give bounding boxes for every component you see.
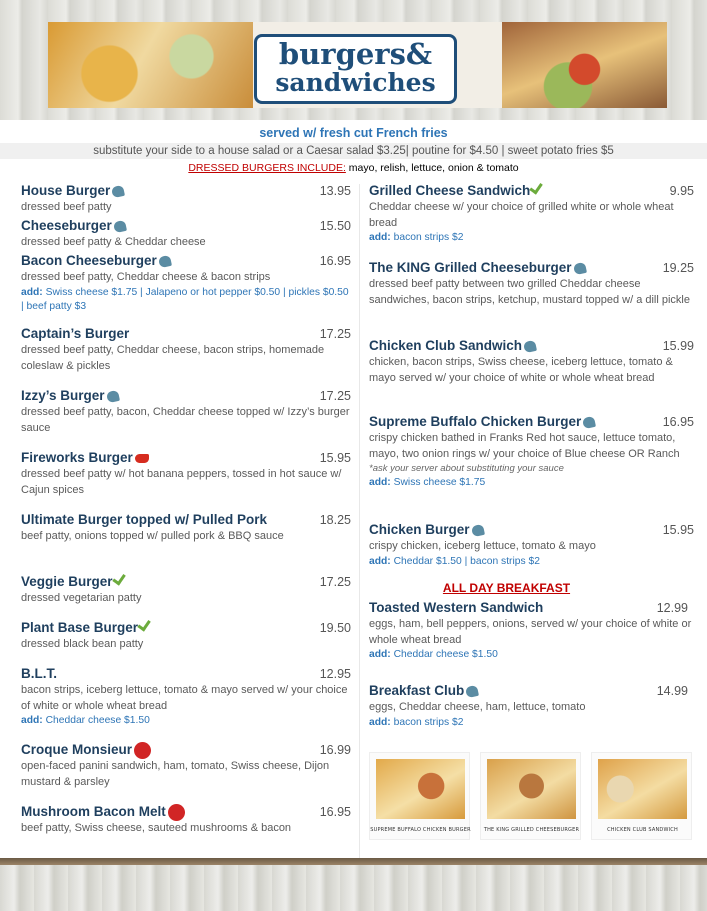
- item-price: 12.99: [656, 601, 688, 615]
- menu-item: [21, 619, 351, 665]
- leaf-icon: [112, 572, 125, 586]
- item-addons: add: Cheddar cheese $1.50: [21, 715, 150, 726]
- item-name: Croque Monsieur: [21, 741, 351, 759]
- item-name: Supreme Buffalo Chicken Burger: [369, 413, 694, 431]
- menu-item: [21, 449, 351, 511]
- grilled-cheeseburger-photo: [502, 22, 667, 108]
- all-day-breakfast-heading: ALL DAY BREAKFAST: [442, 581, 571, 595]
- leaf-icon: [137, 618, 150, 632]
- menu-item: [369, 521, 694, 581]
- menu-item: [21, 217, 351, 252]
- menu-item: [21, 573, 351, 619]
- photo-chicken-club-sandwich: [591, 752, 692, 840]
- item-description: eggs, ham, bell peppers, onions, served w/ your choice of white or whole wheat bread: [369, 618, 692, 646]
- item-description: dressed beef patty: [21, 201, 112, 213]
- item-price: 16.95: [319, 805, 351, 819]
- right-menu-column: [369, 182, 694, 732]
- item-name: Izzy’s Burger: [21, 387, 351, 405]
- item-price: 17.25: [319, 389, 351, 403]
- item-price: 13.95: [319, 184, 351, 198]
- heart-icon: [465, 685, 479, 698]
- item-name: Chicken Club Sandwich: [369, 337, 694, 355]
- food-image: [598, 759, 687, 819]
- item-price: 16.95: [662, 415, 694, 429]
- left-menu-column: [21, 182, 351, 838]
- item-price: 15.99: [662, 339, 694, 353]
- item-addons: add: Cheddar cheese $1.50: [369, 649, 498, 660]
- heart-icon: [111, 185, 125, 198]
- menu-item: [369, 413, 694, 521]
- item-addons: add: Swiss cheese $1.75: [369, 477, 486, 488]
- item-description: open-faced panini sandwich, ham, tomato, Swiss cheese, Dijon mustard & parsley: [21, 760, 330, 788]
- item-description: dressed vegetarian patty: [21, 592, 142, 604]
- heart-icon: [113, 220, 127, 233]
- photo-supreme-buffalo-chicken-burger: [369, 752, 470, 840]
- photo-caption: THE KING GRILLED CHEESEBURGER: [483, 827, 580, 833]
- item-description: dressed beef patty between two grilled Cheddar cheese sandwiches, bacon strips, ketchup, mustard topped w/ a dill pickle: [369, 278, 690, 306]
- item-description: dressed black bean patty: [21, 638, 144, 650]
- item-description: dressed beef patty, Cheddar cheese & bacon strips: [21, 271, 271, 283]
- item-name: Captain’s Burger: [21, 326, 130, 341]
- item-description: eggs, Cheddar cheese, ham, lettuce, tomato: [369, 701, 586, 713]
- item-description: Cheddar cheese w/ your choice of grilled white or whole wheat bread: [369, 201, 674, 229]
- menu-item: [21, 325, 351, 387]
- heart-icon: [573, 262, 587, 275]
- menu-item: [21, 665, 351, 741]
- item-name: Bacon Cheeseburger: [21, 252, 351, 270]
- item-price: 19.25: [662, 261, 694, 275]
- logo-line-1: burgers&: [278, 37, 433, 71]
- item-addons: add: bacon strips $2: [369, 232, 464, 243]
- wood-footer-background: [0, 858, 707, 911]
- menu-section-logo: [254, 34, 457, 104]
- item-price: 18.25: [319, 513, 351, 527]
- item-name: Veggie Burger: [21, 573, 351, 591]
- item-name: Mushroom Bacon Melt: [21, 803, 351, 821]
- item-addons: add: bacon strips $2: [369, 716, 464, 728]
- menu-item: [21, 741, 351, 803]
- item-description: chicken, bacon strips, Swiss cheese, iceberg lettuce, tomato & mayo served w/ your choice of white or whole wheat bread: [369, 356, 673, 384]
- item-addons: add: Cheddar $1.50 | bacon strips $2: [369, 555, 540, 567]
- photo-caption: SUPREME BUFFALO CHICKEN BURGER: [370, 827, 471, 833]
- pepper-icon: [135, 454, 149, 463]
- item-price: 16.99: [319, 743, 351, 757]
- menu-item: [369, 182, 694, 259]
- menu-item: [21, 252, 351, 325]
- item-price: 15.95: [319, 451, 351, 465]
- item-price: 12.95: [319, 667, 351, 681]
- column-divider: [359, 184, 360, 860]
- item-name: Grilled Cheese Sandwich: [369, 182, 694, 200]
- dressed-burgers-line: [0, 162, 707, 174]
- item-name: B.L.T.: [21, 666, 57, 681]
- item-name: Plant Base Burger: [21, 619, 351, 637]
- photo-caption: CHICKEN CLUB SANDWICH: [607, 827, 678, 833]
- item-description: dressed beef patty & Cheddar cheese: [21, 236, 206, 248]
- header-banner: [48, 22, 667, 108]
- item-price: 16.95: [319, 254, 351, 268]
- heart-icon: [158, 255, 172, 268]
- menu-item: [369, 259, 694, 337]
- item-price: 17.25: [319, 327, 351, 341]
- heart-icon: [106, 390, 120, 403]
- item-name: Chicken Burger: [369, 521, 694, 539]
- item-description: beef patty, Swiss cheese, sauteed mushrooms & bacon: [21, 822, 292, 834]
- item-description: crispy chicken bathed in Franks Red hot sauce, lettuce tomato, mayo, two onion rings w/ your choice of Blue cheese OR Ranch: [369, 432, 680, 460]
- item-description: bacon strips, iceberg lettuce, tomato & mayo served w/ your choice of white or whole wheat bread: [21, 684, 348, 712]
- item-price: 9.95: [669, 184, 694, 198]
- item-price: 17.25: [319, 575, 351, 589]
- item-name: Ultimate Burger topped w/ Pulled Pork: [21, 512, 268, 527]
- heart-icon: [523, 340, 537, 353]
- food-image: [487, 759, 576, 819]
- item-price: 14.99: [656, 684, 688, 698]
- item-addons: add: Swiss cheese $1.75 | Jalapeno or hot pepper $0.50 | pickles $0.50 | beef patty $3: [21, 286, 349, 312]
- dressed-burgers-label: DRESSED BURGERS INCLUDE:: [188, 162, 346, 174]
- item-name: Toasted Western Sandwich: [369, 600, 544, 615]
- item-name: Breakfast Club: [369, 682, 694, 700]
- heart-icon: [582, 416, 596, 429]
- item-price: 15.50: [319, 219, 351, 233]
- item-name: The KING Grilled Cheeseburger: [369, 259, 694, 277]
- item-name: Fireworks Burger: [21, 449, 351, 467]
- heart-icon: [471, 524, 485, 537]
- menu-item: [21, 182, 351, 217]
- new-badge-icon: [134, 742, 151, 759]
- item-description: dressed beef patty, Cheddar cheese, bacon strips, homemade coleslaw & pickles: [21, 344, 325, 372]
- menu-page: [0, 120, 707, 858]
- item-description: beef patty, onions topped w/ pulled pork & BBQ sauce: [21, 530, 284, 542]
- photo-king-grilled-cheeseburger: [480, 752, 581, 840]
- menu-item: [21, 803, 351, 838]
- logo-line-2: sandwiches: [275, 68, 436, 97]
- item-price: 15.95: [662, 523, 694, 537]
- item-price: 19.50: [319, 621, 351, 635]
- item-note: *ask your server about substituting your sauce: [369, 463, 564, 474]
- club-sandwich-fries-photo: [48, 22, 253, 108]
- leaf-icon: [530, 181, 543, 195]
- new-badge-icon: [168, 804, 185, 821]
- dressed-burgers-items: mayo, relish, lettuce, onion & tomato: [345, 162, 519, 174]
- item-name: Cheeseburger: [21, 217, 351, 235]
- served-with-line: served w/ fresh cut French fries: [259, 126, 448, 140]
- food-photo-strip: [369, 752, 694, 840]
- menu-item: [21, 387, 351, 449]
- substitute-side-line: substitute your side to a house salad or a Caesar salad $3.25| poutine for $4.50 | sweet potato fries $5: [0, 143, 707, 159]
- menu-item: [369, 682, 694, 732]
- menu-item: [369, 337, 694, 413]
- menu-item: [21, 511, 351, 573]
- menu-item: [369, 599, 694, 682]
- item-description: crispy chicken, iceberg lettuce, tomato & mayo: [369, 540, 596, 552]
- item-description: dressed beef patty w/ hot banana peppers, tossed in hot sauce w/ Cajun spices: [21, 468, 342, 496]
- food-image: [376, 759, 465, 819]
- item-description: dressed beef patty, bacon, Cheddar cheese topped w/ Izzy’s burger sauce: [21, 406, 350, 434]
- item-name: House Burger: [21, 182, 351, 200]
